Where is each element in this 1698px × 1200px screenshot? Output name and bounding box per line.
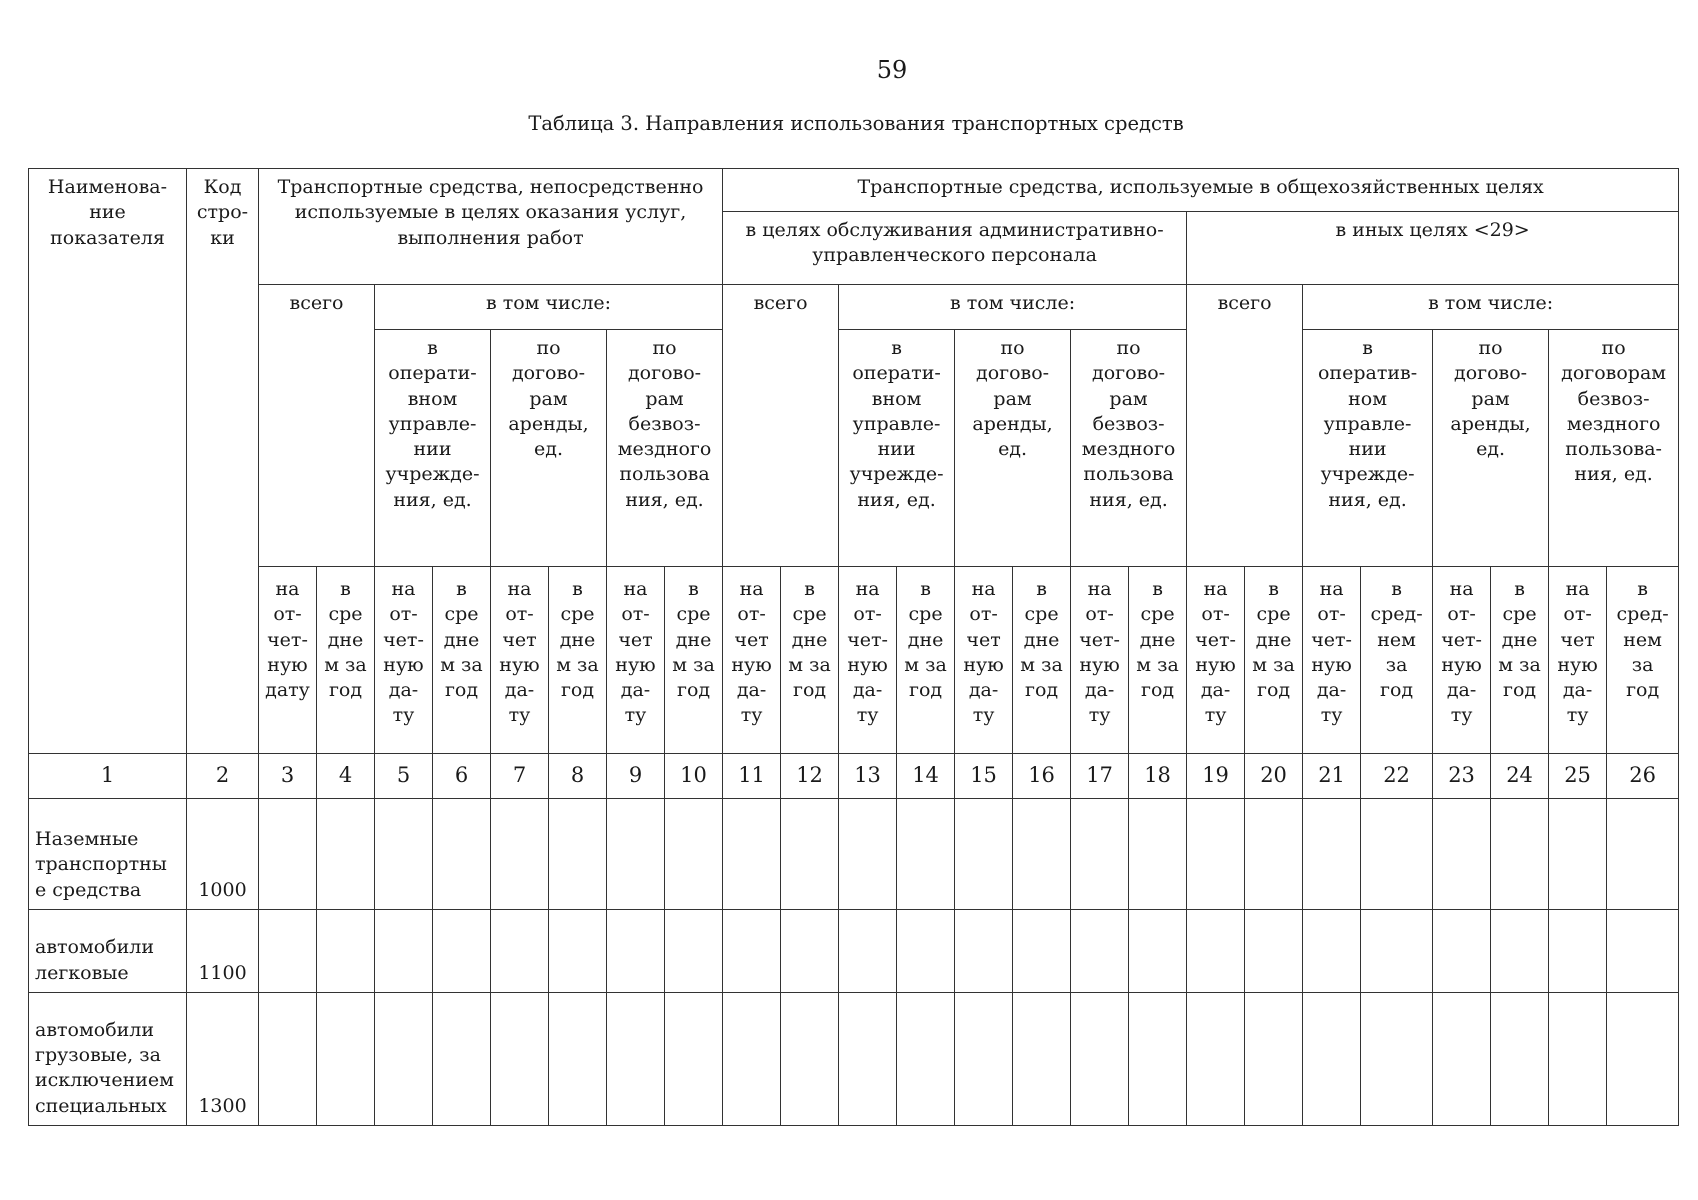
header-including-3: в том числе: [1303, 285, 1679, 330]
header-period: на от- чет ную да- ту [955, 567, 1013, 754]
header-indicator-name: Наименова- ние показателя [29, 169, 187, 754]
table-row [29, 799, 1679, 910]
header-lease-1: по догово- рам аренды, ед. [491, 330, 607, 567]
data-cell [781, 910, 839, 993]
header-period: в сре дне м за год [433, 567, 491, 754]
row-name: Наземные транспортны е средства [29, 799, 187, 910]
data-cell [1187, 799, 1245, 910]
data-cell [723, 993, 781, 1126]
header-period: в сред- нем за год [1607, 567, 1679, 754]
data-cell [375, 993, 433, 1126]
header-operative-management-3: в oператив- ном управле- нии учрежде- ния, ед. [1303, 330, 1433, 567]
data-cell [723, 910, 781, 993]
header-other-purposes: в иных целях <29> [1187, 212, 1679, 285]
data-cell [607, 799, 665, 910]
data-cell [897, 910, 955, 993]
header-row-1 [29, 169, 1679, 212]
data-cell [491, 799, 549, 910]
header-total-1: всего [259, 285, 375, 567]
data-cell [1013, 910, 1071, 993]
column-number: 13 [839, 754, 897, 799]
data-cell [839, 799, 897, 910]
column-number: 25 [1549, 754, 1607, 799]
data-cell [1013, 799, 1071, 910]
header-free-use-2: по догово- рам безвоз- мездного пользова ния, ед. [1071, 330, 1187, 567]
data-cell [433, 910, 491, 993]
column-number: 16 [1013, 754, 1071, 799]
data-cell [1549, 910, 1607, 993]
column-number: 4 [317, 754, 375, 799]
header-row-3 [29, 285, 1679, 330]
data-cell [259, 910, 317, 993]
header-including-1: в том числе: [375, 285, 723, 330]
data-cell [723, 799, 781, 910]
header-period: в сре дне м за год [549, 567, 607, 754]
header-period: в сре дне м за год [317, 567, 375, 754]
header-period: в сре дне м за год [781, 567, 839, 754]
data-cell [955, 993, 1013, 1126]
header-operative-management-1: в oперати- вном управле- нии учрежде- ния, ед. [375, 330, 491, 567]
row-code: 1100 [187, 910, 259, 993]
data-cell [1361, 799, 1433, 910]
data-cell [317, 993, 375, 1126]
data-cell [433, 799, 491, 910]
column-number: 23 [1433, 754, 1491, 799]
data-cell [897, 799, 955, 910]
header-period: в сре дне м за год [897, 567, 955, 754]
data-cell [1071, 799, 1129, 910]
row-name: автомобили грузовые, за исключением специальных [29, 993, 187, 1126]
header-period: на от- чет ную да- ту [607, 567, 665, 754]
data-cell [839, 993, 897, 1126]
header-row-code: Код стро- ки [187, 169, 259, 754]
data-cell [839, 910, 897, 993]
header-period: на от- чет- ную да- ту [1187, 567, 1245, 754]
data-cell [665, 910, 723, 993]
header-period: на от- чет- ную да- ту [1303, 567, 1361, 754]
data-cell [607, 910, 665, 993]
column-number: 24 [1491, 754, 1549, 799]
data-cell [317, 910, 375, 993]
header-general-use: Транспортные средства, используемые в общехозяйственных целях [723, 169, 1679, 212]
column-number: 2 [187, 754, 259, 799]
header-admin-staff: в целях обслуживания административно- управленческого персонала [723, 212, 1187, 285]
data-cell [1187, 993, 1245, 1126]
data-cell [375, 910, 433, 993]
header-period: в сре дне м за год [1491, 567, 1549, 754]
column-number: 7 [491, 754, 549, 799]
header-period: на от- чет- ную да- ту [839, 567, 897, 754]
data-cell [781, 993, 839, 1126]
header-lease-3: по догово- рам аренды, ед. [1433, 330, 1549, 567]
data-cell [1245, 799, 1303, 910]
header-period: на от- чет- ную да- ту [1071, 567, 1129, 754]
data-cell [1245, 910, 1303, 993]
header-period: в сре дне м за год [1129, 567, 1187, 754]
data-cell [1491, 910, 1549, 993]
data-cell [1303, 993, 1361, 1126]
column-number: 26 [1607, 754, 1679, 799]
data-cell [1607, 993, 1679, 1126]
column-number-row [29, 754, 1679, 799]
column-number: 3 [259, 754, 317, 799]
header-direct-use: Транспортные средства, непосредственно используемые в целях оказания услуг, выполнения работ [259, 169, 723, 285]
data-cell [1071, 910, 1129, 993]
column-number: 9 [607, 754, 665, 799]
column-number: 17 [1071, 754, 1129, 799]
data-cell [1071, 993, 1129, 1126]
data-cell [1129, 910, 1187, 993]
header-row-5 [29, 567, 1679, 754]
data-cell [259, 993, 317, 1126]
column-number: 20 [1245, 754, 1303, 799]
column-number: 22 [1361, 754, 1433, 799]
column-number: 1 [29, 754, 187, 799]
data-cell [607, 993, 665, 1126]
data-cell [1491, 799, 1549, 910]
data-cell [1303, 910, 1361, 993]
data-cell [549, 993, 607, 1126]
data-cell [1187, 910, 1245, 993]
data-cell [549, 799, 607, 910]
header-period: на от- чет- ную да- ту [1433, 567, 1491, 754]
column-number: 14 [897, 754, 955, 799]
header-free-use-1: по догово- рам безвоз- мездного пользова ния, ед. [607, 330, 723, 567]
column-number: 12 [781, 754, 839, 799]
header-total-2: всего [723, 285, 839, 567]
header-period: в сре дне м за год [1245, 567, 1303, 754]
data-cell [1549, 993, 1607, 1126]
table-caption: Таблица 3. Направления использования транспортных средств [528, 112, 1184, 135]
data-cell [433, 993, 491, 1126]
column-number: 8 [549, 754, 607, 799]
data-cell [665, 799, 723, 910]
header-including-2: в том числе: [839, 285, 1187, 330]
header-period: на от- чет ную да- ту [723, 567, 781, 754]
data-cell [1303, 799, 1361, 910]
header-period: в сре дне м за год [1013, 567, 1071, 754]
data-cell [955, 910, 1013, 993]
column-number: 6 [433, 754, 491, 799]
data-cell [1607, 910, 1679, 993]
header-total-3: всего [1187, 285, 1303, 567]
column-number: 21 [1303, 754, 1361, 799]
header-period: в сре дне м за год [665, 567, 723, 754]
data-cell [1245, 993, 1303, 1126]
data-cell [1129, 993, 1187, 1126]
data-cell [1361, 993, 1433, 1126]
data-cell [259, 799, 317, 910]
header-operative-management-2: в oперати- вном управле- нии учрежде- ния, ед. [839, 330, 955, 567]
data-cell [491, 910, 549, 993]
page-number: 59 [876, 56, 908, 84]
data-cell [1433, 799, 1491, 910]
table-row [29, 993, 1679, 1126]
header-period: в сред- нем за год [1361, 567, 1433, 754]
data-cell [1361, 910, 1433, 993]
data-cell [955, 799, 1013, 910]
column-number: 19 [1187, 754, 1245, 799]
data-cell [1607, 799, 1679, 910]
column-number: 15 [955, 754, 1013, 799]
data-cell [375, 799, 433, 910]
column-number: 18 [1129, 754, 1187, 799]
data-cell [1433, 910, 1491, 993]
header-free-use-3: по договорам безвоз- мездного пользова- ния, ед. [1549, 330, 1679, 567]
data-cell [1549, 799, 1607, 910]
column-number: 11 [723, 754, 781, 799]
data-cell [781, 799, 839, 910]
data-cell [1129, 799, 1187, 910]
data-cell [1013, 993, 1071, 1126]
header-period: на от- чет ную да- ту [491, 567, 549, 754]
data-cell [1491, 993, 1549, 1126]
column-number: 10 [665, 754, 723, 799]
row-name: автомобили легковые [29, 910, 187, 993]
table-row [29, 910, 1679, 993]
header-period: на от- чет- ную да- ту [375, 567, 433, 754]
data-cell [1433, 993, 1491, 1126]
header-period: на от- чет- ную дату [259, 567, 317, 754]
transport-usage-table [28, 168, 1679, 1126]
data-cell [897, 993, 955, 1126]
data-cell [549, 910, 607, 993]
data-cell [665, 993, 723, 1126]
row-code: 1300 [187, 993, 259, 1126]
data-cell [491, 993, 549, 1126]
data-cell [317, 799, 375, 910]
column-number: 5 [375, 754, 433, 799]
header-lease-2: по догово- рам аренды, ед. [955, 330, 1071, 567]
row-code: 1000 [187, 799, 259, 910]
header-period: на от- чет ную да- ту [1549, 567, 1607, 754]
